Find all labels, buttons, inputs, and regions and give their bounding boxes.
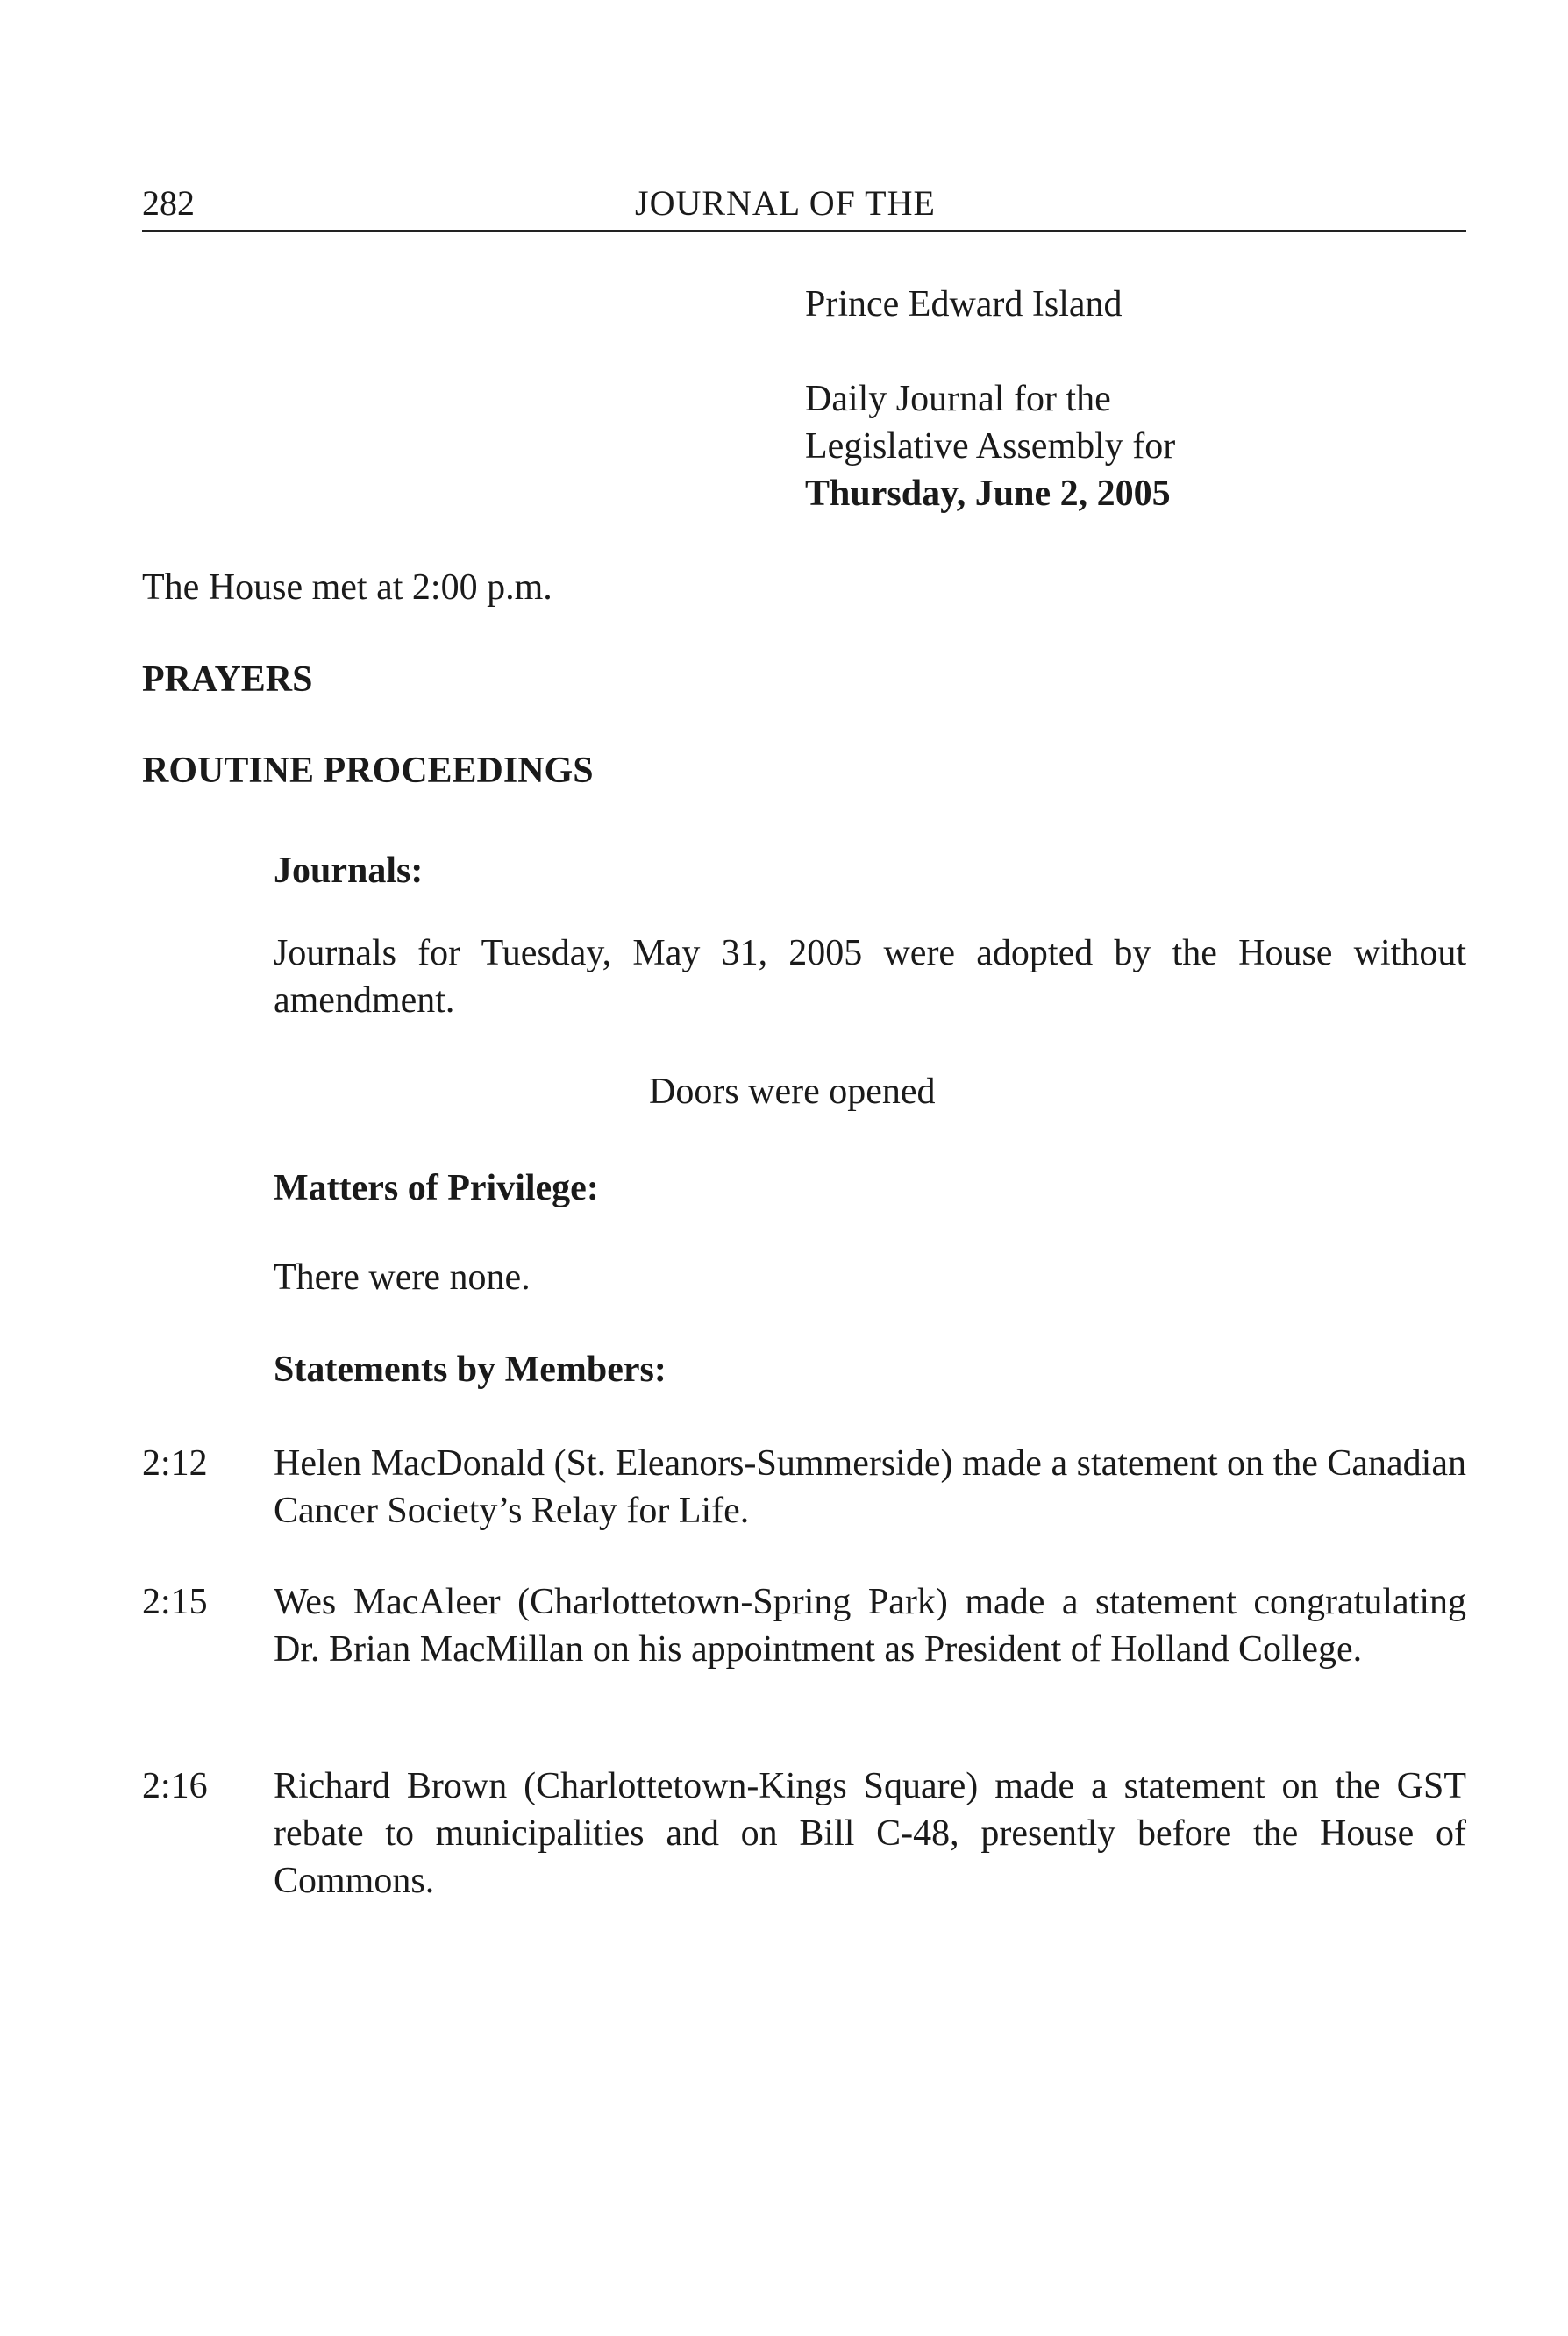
running-head: JOURNAL OF THE [635,183,936,223]
province-name: Prince Edward Island [805,284,1123,324]
matters-of-privilege-heading: Matters of Privilege: [274,1168,599,1208]
statement-text: Richard Brown (Charlottetown-Kings Square) made a statement on the GST rebate to municipalities and on Bill C-48, presently before the House of Commons. [274,1766,1466,1901]
statement-time: 2:16 [142,1766,208,1806]
statement-text: Helen MacDonald (St. Eleanors-Summerside) made a statement on the Canadian Cancer Society’s Relay for Life. [274,1443,1466,1531]
journals-text: Journals for Tuesday, May 31, 2005 were adopted by the House without amendment. [274,933,1466,1021]
statements-by-members-heading: Statements by Members: [274,1350,666,1390]
journal-title-line-1: Daily Journal for the [805,379,1111,419]
statement-time: 2:15 [142,1582,208,1622]
page-number: 282 [142,183,195,223]
journal-title-line-2: Legislative Assembly for [805,426,1176,466]
journals-heading: Journals: [274,851,424,891]
routine-proceedings-heading: ROUTINE PROCEEDINGS [142,751,594,791]
prayers-heading: PRAYERS [142,659,313,700]
journal-title-block [805,281,1419,517]
journal-date: Thursday, June 2, 2005 [805,474,1171,514]
statement-time: 2:12 [142,1443,208,1484]
doors-opened-note: Doors were opened [649,1072,936,1112]
house-met-time: The House met at 2:00 p.m. [142,567,552,608]
matters-of-privilege-text: There were none. [274,1257,531,1298]
statement-text: Wes MacAleer (Charlottetown-Spring Park) made a statement congratulating Dr. Brian MacMillan on his appointment as President of Holland College. [274,1582,1466,1670]
header-rule [142,230,1466,232]
